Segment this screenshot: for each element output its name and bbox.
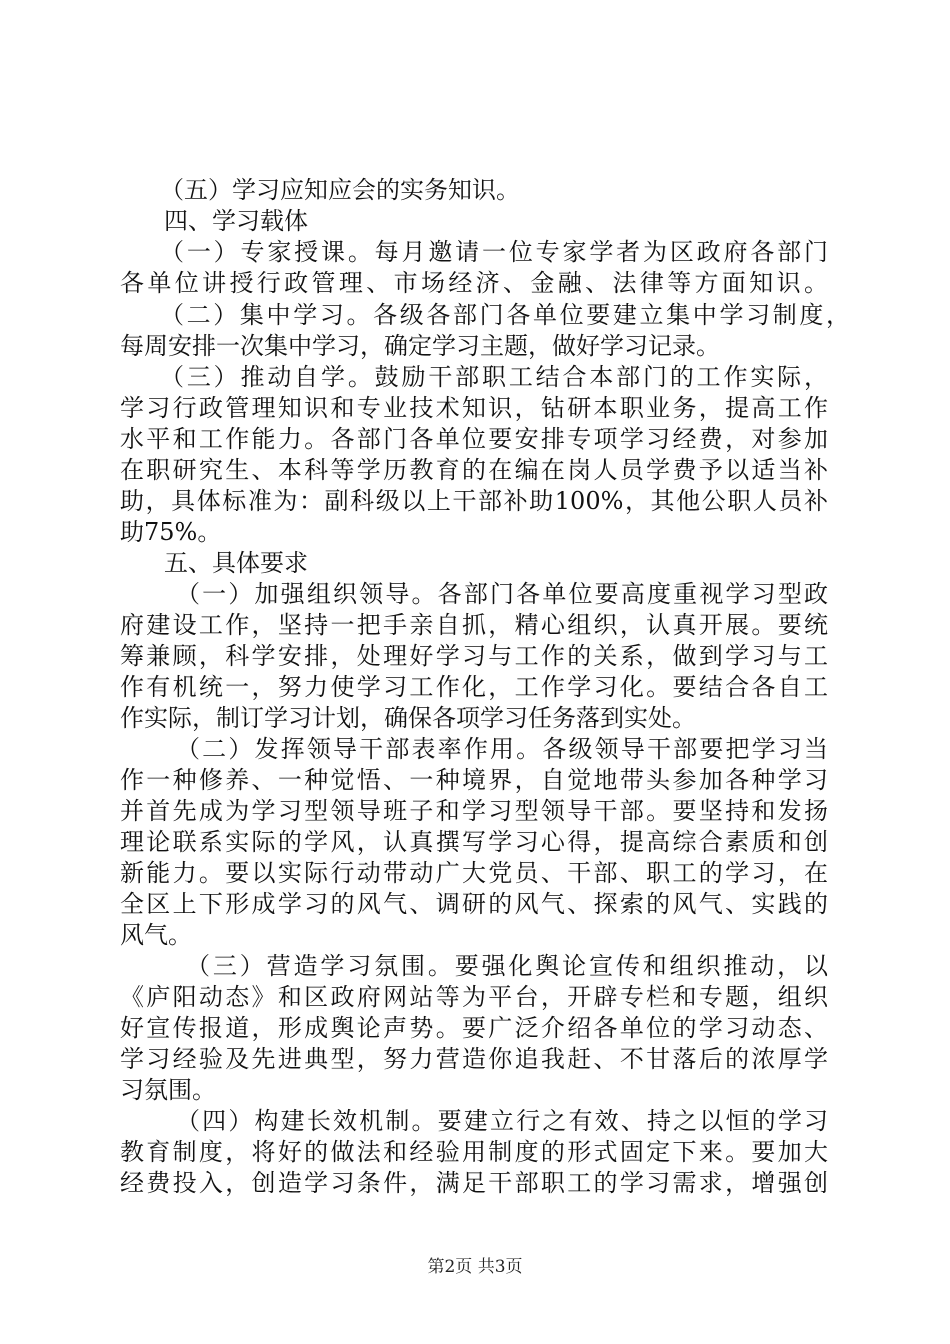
text-line: 府建设工作，坚持一把手亲自抓，精心组织，认真开展。要统 (120, 611, 828, 639)
text-line: 学习经验及先进典型，努力营造你追我赶、不甘落后的浓厚学 (120, 1045, 828, 1073)
text-line: （三）推动自学。鼓励干部职工结合本部门的工作实际， (160, 363, 828, 391)
text-line: （一）专家授课。每月邀请一位专家学者为区政府各部门 (160, 238, 828, 266)
text-line: 水平和工作能力。各部门各单位要安排专项学习经费，对参加 (120, 425, 828, 453)
text-line: （一）加强组织领导。各部门各单位要高度重视学习型政 (176, 580, 828, 608)
text-line: 在职研究生、本科等学历教育的在编在岗人员学费予以适当补 (120, 456, 828, 484)
text-line: 风气。 (120, 921, 192, 949)
section-heading: 五、具体要求 (164, 549, 308, 577)
text-line: 新能力。要以实际行动带动广大党员、干部、职工的学习，在 (120, 859, 828, 887)
text-line: 习氛围。 (120, 1076, 216, 1104)
page-number-footer: 第2页 共3页 (427, 1257, 523, 1277)
text-line: （四）构建长效机制。要建立行之有效、持之以恒的学习 (176, 1107, 828, 1135)
text-line: 助，具体标准为：副科级以上干部补助100%，其他公职人员补 (120, 487, 828, 515)
text-line: （二）集中学习。各级各部门各单位要建立集中学习制度， (160, 301, 850, 329)
text-line: 《庐阳动态》和区政府网站等为平台，开辟专栏和专题，组织 (120, 983, 828, 1011)
text-line: 助75%。 (120, 518, 222, 546)
text-line: 各单位讲授行政管理、市场经济、金融、法律等方面知识。 (120, 269, 828, 297)
text-line: 并首先成为学习型领导班子和学习型领导干部。要坚持和发扬 (120, 797, 828, 825)
text-line: 学习行政管理知识和专业技术知识，钻研本职业务，提高工作 (120, 394, 828, 422)
text-line: 经费投入，创造学习条件，满足干部职工的学习需求，增强创 (120, 1169, 828, 1197)
text-line: 作有机统一，努力使学习工作化，工作学习化。要结合各自工 (120, 673, 828, 701)
text-line: 每周安排一次集中学习，确定学习主题，做好学习记录。 (120, 332, 720, 360)
text-line: （三）营造学习氛围。要强化舆论宣传和组织推动，以 (186, 952, 828, 980)
text-line: 教育制度，将好的做法和经验用制度的形式固定下来。要加大 (120, 1138, 828, 1166)
text-line: 作实际，制订学习计划，确保各项学习任务落到实处。 (120, 704, 696, 732)
text-line: 筹兼顾，科学安排，处理好学习与工作的关系，做到学习与工 (120, 642, 828, 670)
text-line: （五）学习应知应会的实务知识。 (160, 176, 520, 204)
text-line: 全区上下形成学习的风气、调研的风气、探索的风气、实践的 (120, 890, 828, 918)
text-line: （二）发挥领导干部表率作用。各级领导干部要把学习当 (176, 735, 828, 763)
text-line: 理论联系实际的学风，认真撰写学习心得，提高综合素质和创 (120, 828, 828, 856)
section-heading: 四、学习载体 (164, 207, 308, 235)
text-line: 好宣传报道，形成舆论声势。要广泛介绍各单位的学习动态、 (120, 1014, 828, 1042)
text-line: 作一种修养、一种觉悟、一种境界，自觉地带头参加各种学习 (120, 766, 828, 794)
